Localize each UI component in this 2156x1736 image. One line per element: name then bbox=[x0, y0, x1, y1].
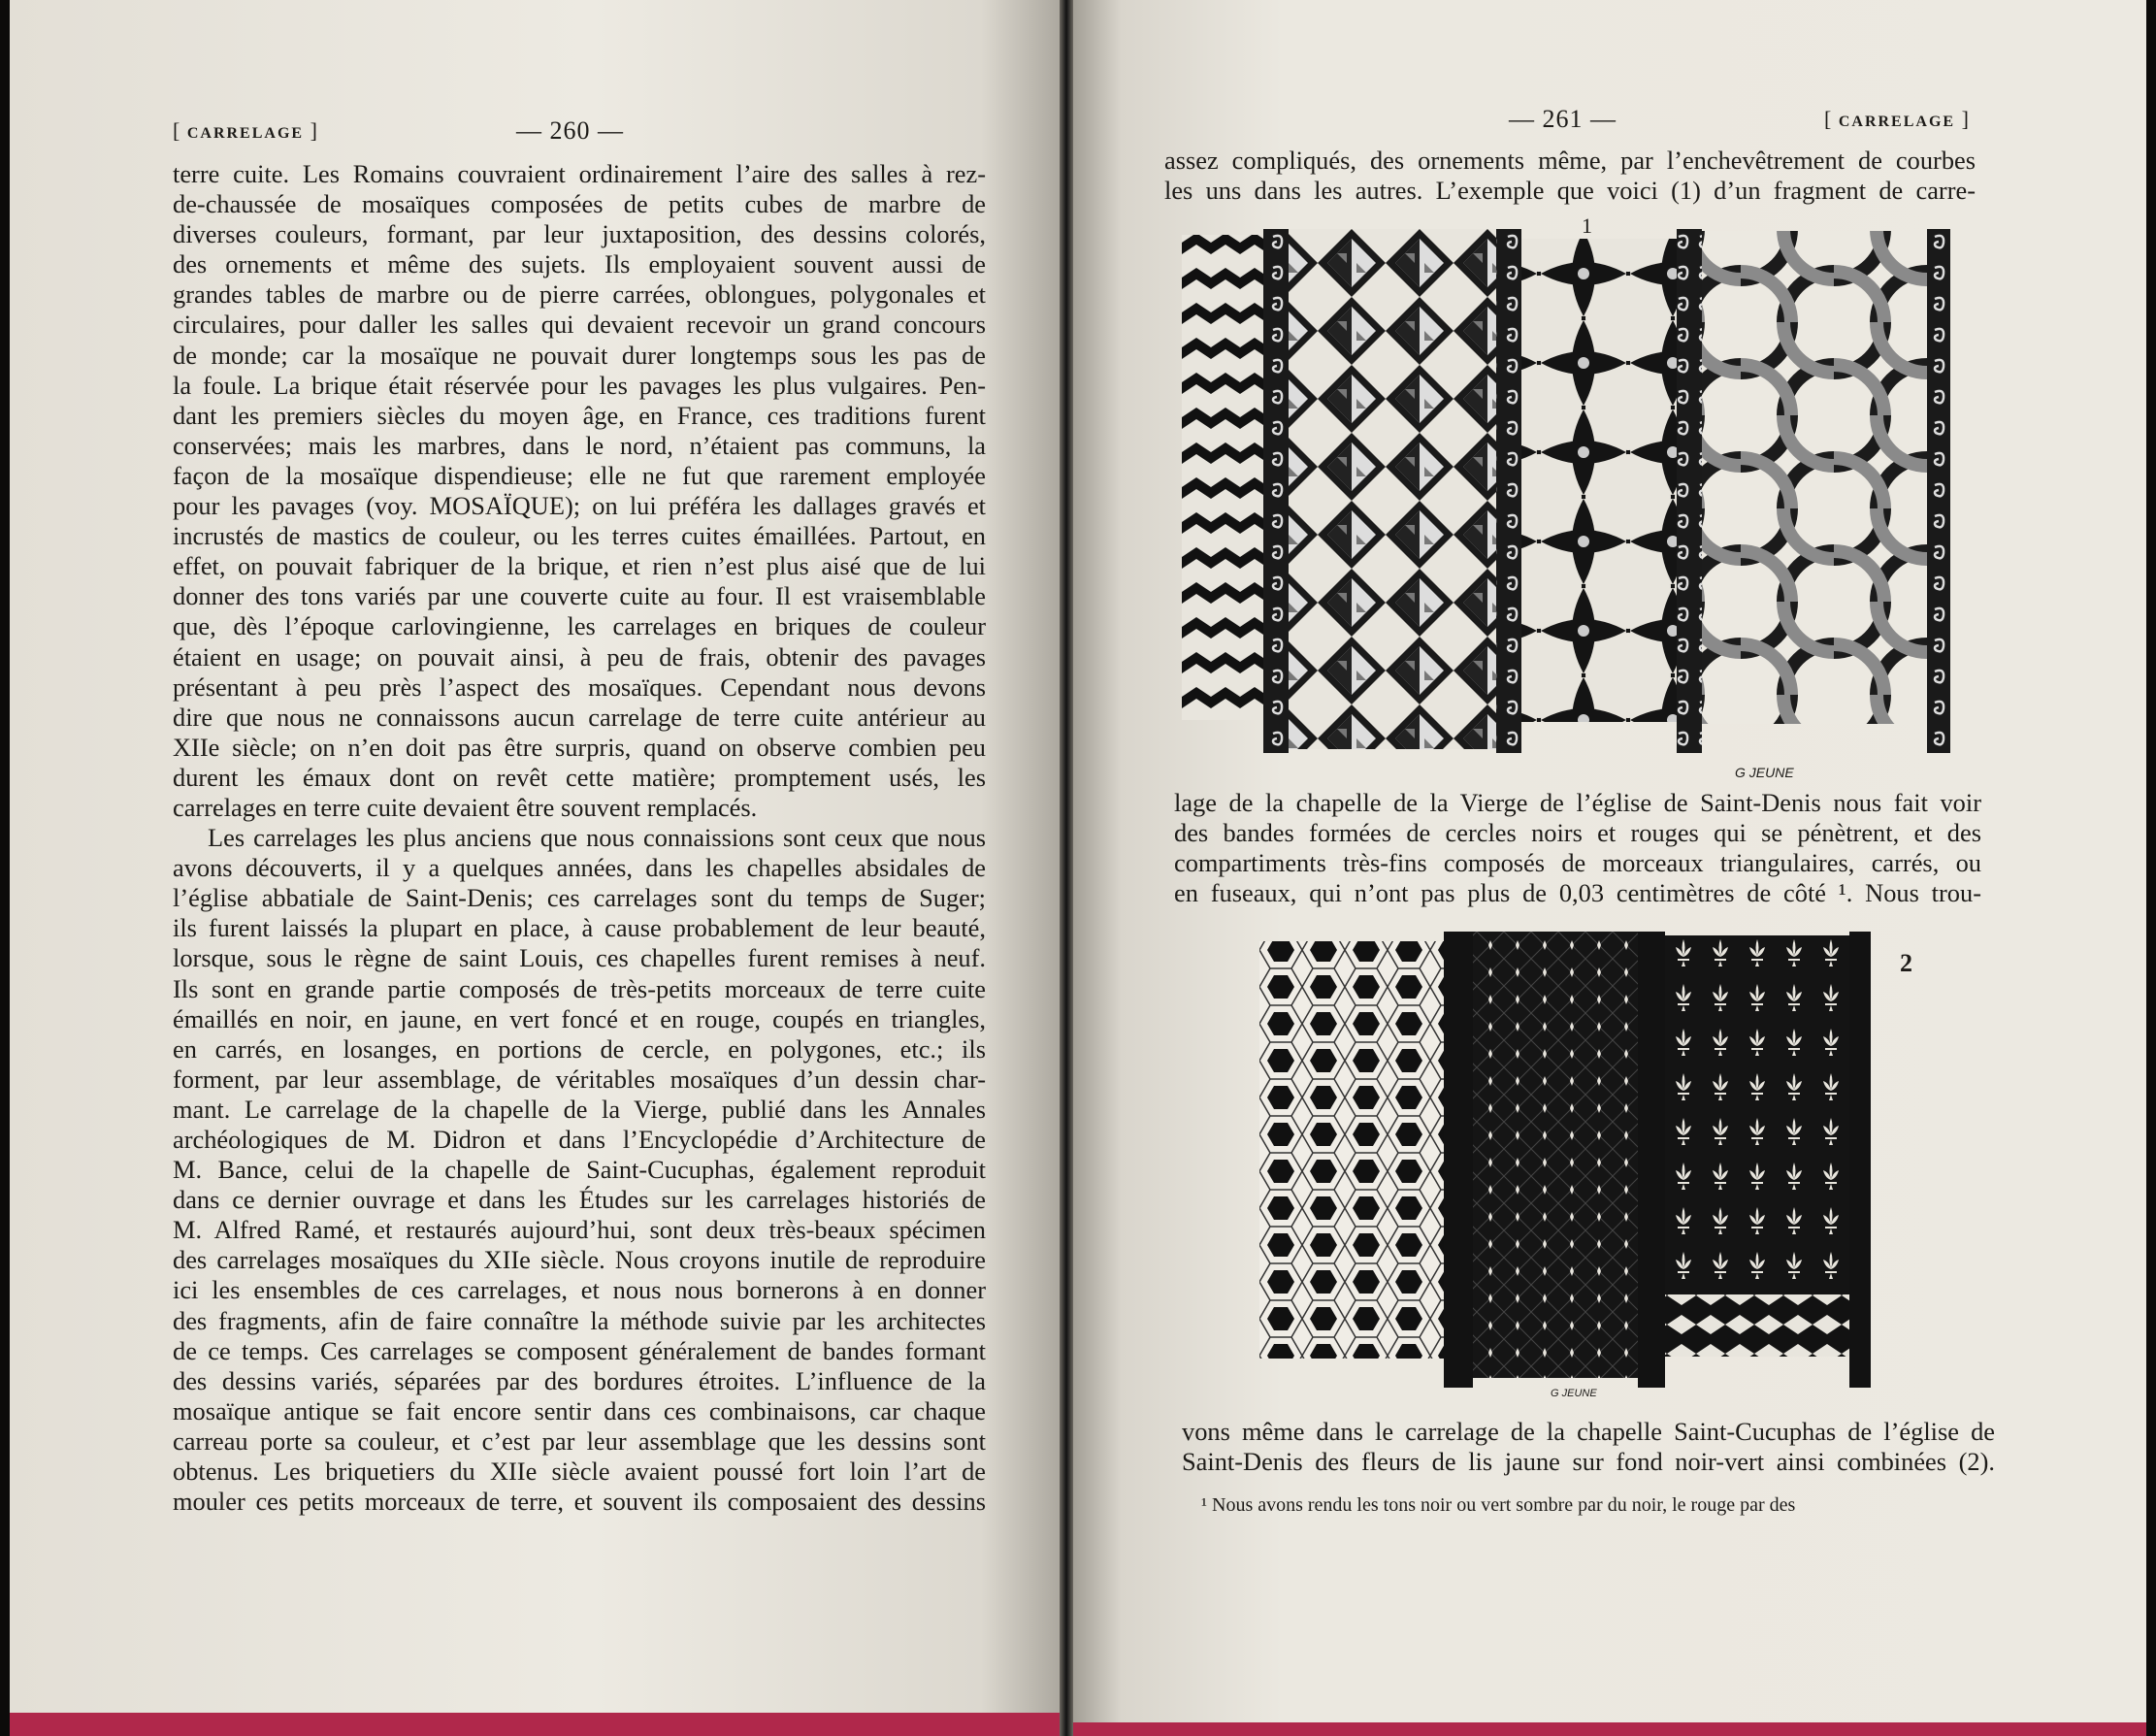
left-body-text bbox=[173, 159, 986, 1517]
right-page-number: — 261 — bbox=[1509, 105, 1617, 133]
text-line: incrustés de mastics de couleur, ou les terres cuites émaillées. Partout, en bbox=[173, 521, 986, 551]
text-line: en fuseaux, qui n’ont pas plus de 0,03 centimètres de côté ¹. Nous trou- bbox=[1174, 878, 1981, 908]
text-line: donner des tons variés par une couverte cuite au four. Il est vraisemblable bbox=[173, 581, 986, 611]
text-line: dire que nous ne connaissons aucun carrelage de terre cuite antérieur au bbox=[173, 702, 986, 732]
text-line: XIIe siècle; on n’en doit pas être surpris, quand on observe combien peu bbox=[173, 732, 986, 762]
text-line: des carrelages mosaïques du XIIe siècle. Nous croyons inutile de reproduire bbox=[173, 1245, 986, 1275]
text-line: de-chaussée de mosaïques composées de petits cubes de marbre de bbox=[173, 189, 986, 219]
text-line: dans ce dernier ouvrage et dans les Études sur les carrelages historiés de bbox=[173, 1185, 986, 1215]
footnote: ¹ Nous avons rendu les tons noir ou vert sombre par du noir, le rouge par des bbox=[1201, 1494, 1796, 1516]
text-line: de ce temps. Ces carrelages se composent généralement de bandes formant bbox=[173, 1335, 986, 1365]
text-line: dant les premiers siècles du moyen âge, en France, ces traditions furent bbox=[173, 400, 986, 430]
right-running-head: [ CARRELAGE ] bbox=[1824, 107, 1970, 131]
text-line: de monde; car la mosaïque ne pouvait durer longtemps sous les pas de bbox=[173, 340, 986, 370]
text-line: des fragments, afin de faire connaître la méthode suivie par les architectes bbox=[173, 1305, 986, 1335]
figure1-label: 1 bbox=[1582, 213, 1592, 238]
right-top-text bbox=[1164, 146, 1976, 206]
text-line: des dessins variés, séparées par des bordures étroites. L’influence de la bbox=[173, 1365, 986, 1395]
figure2-tile-pattern bbox=[1259, 932, 1880, 1388]
text-line: la foule. La brique était réservée pour les pavages les plus vulgaires. Pen- bbox=[173, 370, 986, 400]
text-line: Ils sont en grande partie composés de très-petits morceaux de terre cuite bbox=[173, 973, 986, 1003]
left-running-head: [ CARRELAGE ] bbox=[173, 118, 318, 143]
text-line: M. Alfred Ramé, et restaurés aujourd’hui, sont deux très-beaux spécimen bbox=[173, 1215, 986, 1245]
text-line: compartiments très-fins composés de morceaux triangulaires, carrés, ou bbox=[1174, 848, 1981, 878]
right-bottom-text bbox=[1182, 1417, 1995, 1477]
right-section-title: CARRELAGE bbox=[1838, 114, 1956, 130]
text-line: terre cuite. Les Romains couvraient ordinairement l’aire des salles à rez- bbox=[173, 159, 986, 188]
text-line: avons découverts, il y a quelques années, dans les chapelles absidales de bbox=[173, 853, 986, 883]
text-line: les uns dans les autres. L’exemple que voici (1) d’un fragment de carre- bbox=[1164, 176, 1976, 206]
text-line: façon de la mosaïque dispendieuse; elle ne fut que rarement employée bbox=[173, 460, 986, 490]
left-section-title: CARRELAGE bbox=[186, 125, 305, 142]
figure2-label: 2 bbox=[1900, 949, 1912, 977]
text-line: M. Bance, celui de la chapelle de Saint-Cucuphas, également reproduit bbox=[173, 1155, 986, 1185]
figure2-signature: G JEUNE bbox=[1551, 1388, 1597, 1399]
text-line: en carrés, en losanges, en portions de cercle, en polygones, etc.; ils bbox=[173, 1033, 986, 1064]
text-line: que, dès l’époque carlovingienne, les carrelages en briques de couleur bbox=[173, 611, 986, 641]
text-line: effet, on pouvait fabriquer de la brique, et rien n’est plus aisé que de lui bbox=[173, 551, 986, 581]
text-line: lage de la chapelle de la Vierge de l’église de Saint-Denis nous fait voir bbox=[1174, 788, 1981, 817]
text-line: l’église abbatiale de Saint-Denis; ces carrelages sont du temps de Suger; bbox=[173, 883, 986, 913]
left-page-number: — 260 — bbox=[516, 116, 624, 145]
text-line: Les carrelages les plus anciens que nous connaissions sont ceux que nous bbox=[208, 823, 986, 853]
text-line: émaillés en noir, en jaune, en vert foncé et en rouge, coupés en triangles, bbox=[173, 1003, 986, 1033]
text-line: présentant à peu près l’aspect des mosaïques. Cependant nous devons bbox=[173, 671, 986, 702]
text-line: lorsque, sous le règne de saint Louis, ces chapelles furent remises à neuf. bbox=[173, 943, 986, 973]
figure1-tile-pattern bbox=[1182, 229, 1950, 753]
text-line: assez compliqués, des ornements même, par l’enchevêtrement de courbes bbox=[1164, 146, 1976, 175]
right-middle-text bbox=[1174, 788, 1981, 908]
text-line: circulaires, pour daller les salles qui devaient recevoir un grand concours bbox=[173, 310, 986, 340]
text-line: des ornements et même des sujets. Ils employaient souvent aussi de bbox=[173, 249, 986, 279]
text-line: mosaïque antique se fait encore sentir dans ces combinaisons, car chaque bbox=[173, 1395, 986, 1425]
text-line: carrelages en terre cuite devaient être souvent remplacés. bbox=[173, 792, 758, 822]
text-line: forment, par leur assemblage, de véritables mosaïques d’un dessin char- bbox=[173, 1064, 986, 1094]
text-line: ici les ensembles de ces carrelages, et nous nous bornerons à en donner bbox=[173, 1275, 986, 1305]
text-line: conservées; mais les marbres, dans le nord, n’étaient pas communs, la bbox=[173, 430, 986, 460]
text-line: diverses couleurs, formant, par leur juxtaposition, des dessins colorés, bbox=[173, 219, 986, 249]
text-line: des bandes formées de cercles noirs et rouges qui se pénètrent, et des bbox=[1174, 818, 1981, 848]
text-line: pour les pavages (voy. MOSAÏQUE); on lui préféra les dallages gravés et bbox=[173, 491, 986, 521]
text-line: Saint-Denis des fleurs de lis jaune sur fond noir-vert ainsi combinées (2). bbox=[1182, 1447, 1995, 1477]
text-line: carreau porte sa couleur, et c’est par leur assemblage que les dessins sont bbox=[173, 1425, 986, 1456]
text-line: archéologiques de M. Didron et dans l’Encyclopédie d’Architecture de bbox=[173, 1125, 986, 1154]
text-line: grandes tables de marbre ou de pierre carrées, oblongues, polygonales et bbox=[173, 279, 986, 310]
text-line: vons même dans le carrelage de la chapelle Saint-Cucuphas de l’église de bbox=[1182, 1417, 1995, 1446]
figure1-signature: G JEUNE bbox=[1735, 765, 1794, 780]
text-line: ils furent laissés la plupart en place, à cause probablement de leur beauté, bbox=[173, 913, 986, 943]
text-line: durent les émaux dont on revêt cette matière; promptement usés, les bbox=[173, 762, 986, 792]
book-gutter bbox=[1060, 0, 1073, 1736]
text-line: mant. Le carrelage de la chapelle de la Vierge, publié dans les Annales bbox=[173, 1094, 986, 1124]
text-line: obtenus. Les briquetiers du XIIe siècle avaient poussé fort loin l’art de bbox=[173, 1457, 986, 1487]
text-line: étaient en usage; on pouvait ainsi, à peu de frais, obtenir des pavages bbox=[173, 641, 986, 671]
text-line: mouler ces petits morceaux de terre, et souvent ils composaient des dessins bbox=[173, 1487, 986, 1517]
